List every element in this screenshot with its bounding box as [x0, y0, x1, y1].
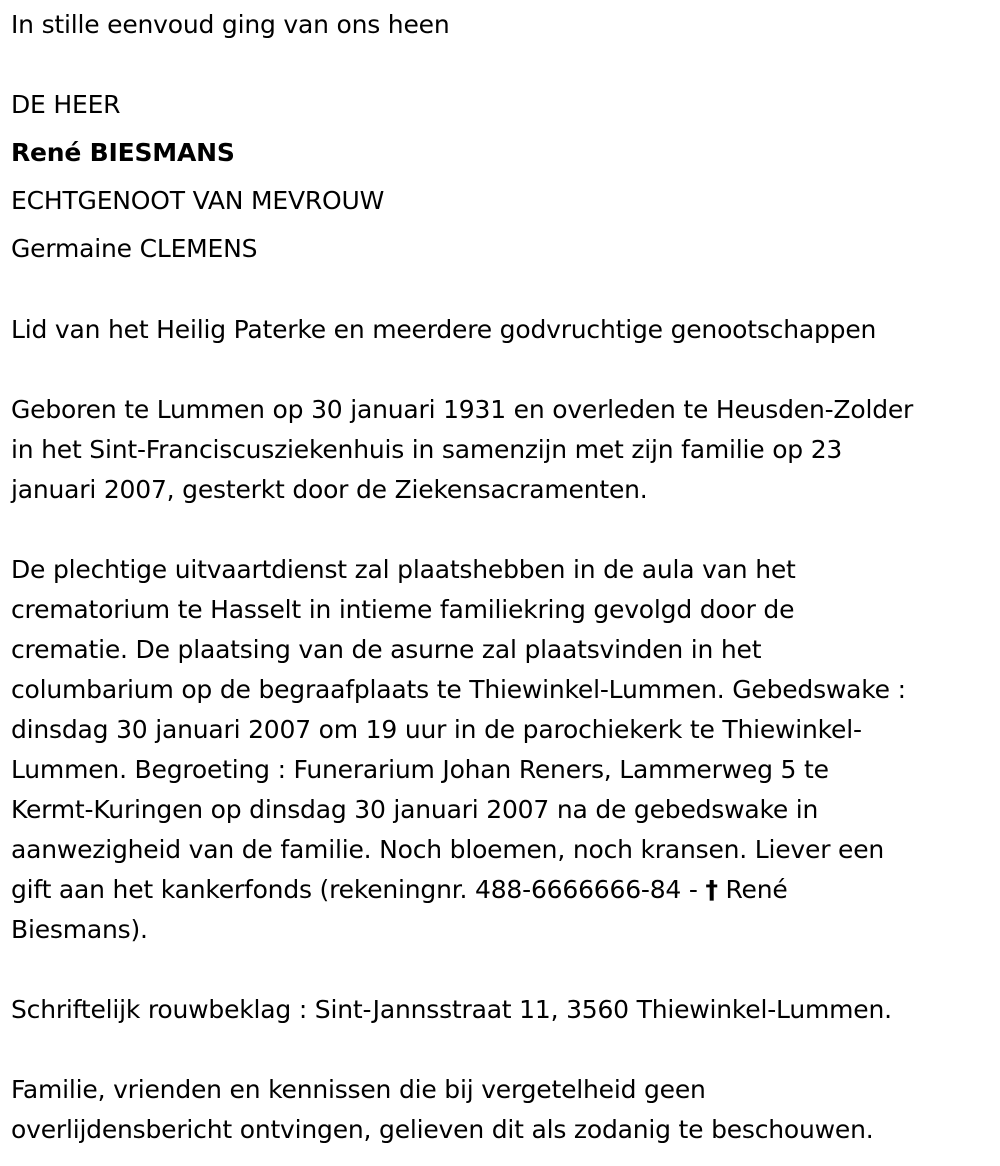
gift-text: gift aan het kankerfonds (rekeningnr. 488-6666666-84 -	[11, 875, 706, 904]
funeral-line: Biesmans).	[11, 915, 148, 944]
deceased-name: René BIESMANS	[11, 138, 235, 167]
funeral-line: crematie. De plaatsing van de asurne zal plaatsvinden in het	[11, 635, 762, 664]
funeral-line: columbarium op de begraafplaats te Thiewinkel-Lummen. Gebedswake :	[11, 675, 906, 704]
closing-line: overlijdensbericht ontvingen, gelieven dit als zodanig te beschouwen.	[11, 1115, 874, 1144]
title-text: DE HEER	[11, 90, 121, 119]
funeral-gift-line	[11, 870, 788, 910]
spouse-label: ECHTGENOOT VAN MEVROUW	[11, 186, 385, 215]
birth-death-line: januari 2007, gesterkt door de Ziekensacramenten.	[11, 475, 648, 504]
birth-death-line: in het Sint-Franciscusziekenhuis in samenzijn met zijn familie op 23	[11, 435, 843, 464]
funeral-line: crematorium te Hasselt in intieme familiekring gevolgd door de	[11, 595, 795, 624]
cross-icon: †	[705, 875, 718, 904]
funeral-line: Kermt-Kuringen op dinsdag 30 januari 2007 na de gebedswake in	[11, 795, 819, 824]
funeral-line: De plechtige uitvaartdienst zal plaatshebben in de aula van het	[11, 555, 796, 584]
funeral-line: dinsdag 30 januari 2007 om 19 uur in de parochiekerk te Thiewinkel-	[11, 715, 862, 744]
membership-text: Lid van het Heilig Paterke en meerdere godvruchtige genootschappen	[11, 315, 877, 344]
birth-death-line: Geboren te Lummen op 30 januari 1931 en overleden te Heusden-Zolder	[11, 395, 914, 424]
intro-text: In stille eenvoud ging van ons heen	[11, 10, 450, 39]
condolence-address: Schriftelijk rouwbeklag : Sint-Jannsstraat 11, 3560 Thiewinkel-Lummen.	[11, 995, 892, 1024]
spouse-name: Germaine CLEMENS	[11, 234, 258, 263]
closing-line: Familie, vrienden en kennissen die bij vergetelheid geen	[11, 1075, 706, 1104]
funeral-line: Lummen. Begroeting : Funerarium Johan Reners, Lammerweg 5 te	[11, 755, 829, 784]
funeral-line: aanwezigheid van de familie. Noch bloemen, noch kransen. Liever een	[11, 835, 885, 864]
gift-name: René	[717, 875, 788, 904]
